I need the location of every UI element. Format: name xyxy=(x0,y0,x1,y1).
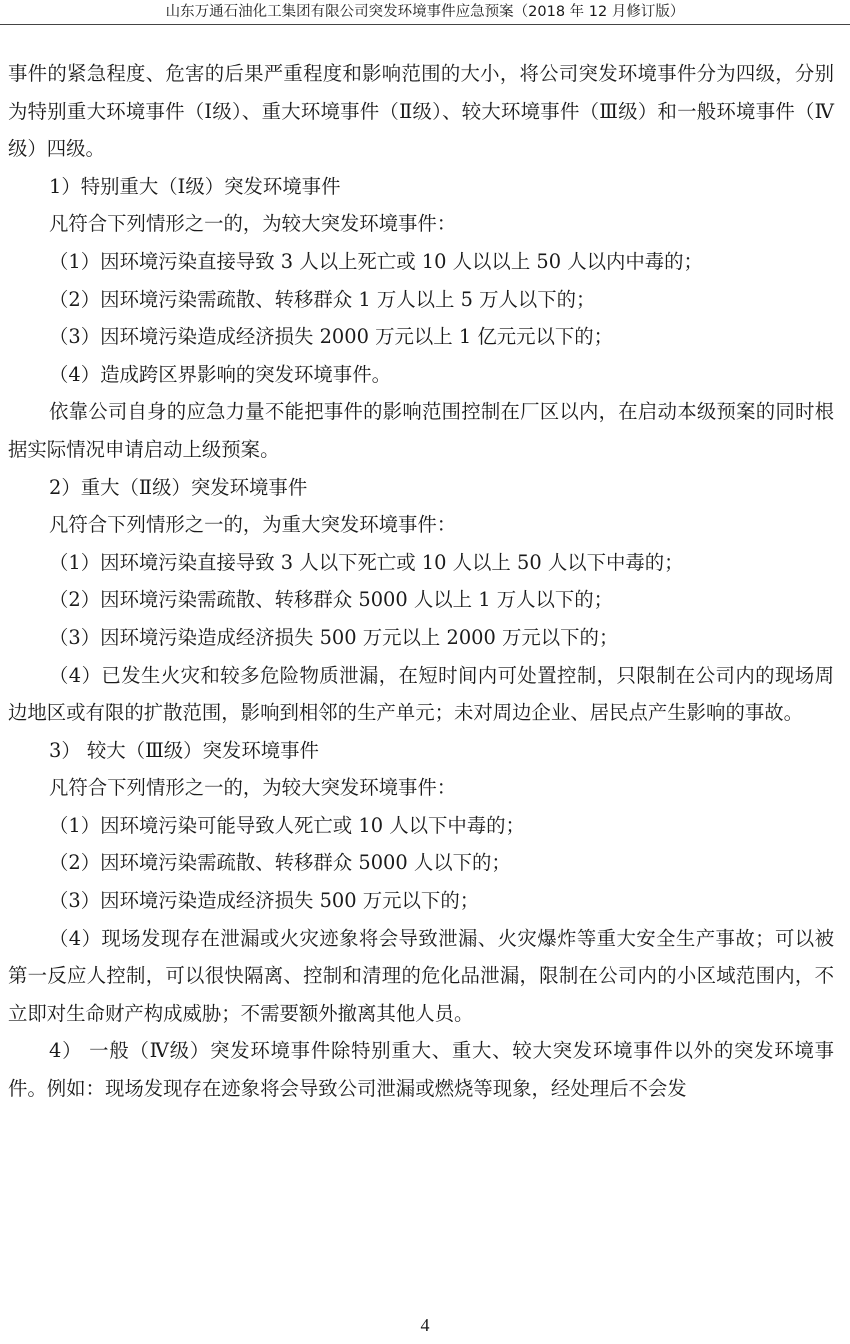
page-number: 4 xyxy=(420,1315,430,1335)
paragraph-level-1-criteria-intro: 凡符合下列情形之一的，为较大突发环境事件： xyxy=(49,212,457,236)
heading-level-2-event: 2）重大（Ⅱ级）突发环境事件 xyxy=(49,475,308,499)
heading-level-3-event: 3） 较大（Ⅲ级）突发环境事件 xyxy=(49,738,319,762)
document-body xyxy=(8,55,834,1108)
header-divider xyxy=(0,24,850,25)
list-item-level-2-item-1: （1）因环境污染直接导致 3 人以下死亡或 10 人以上 50 人以下中毒的； xyxy=(49,550,684,574)
paragraph-level-1-response: 依靠公司自身的应急力量不能把事件的影响范围控制在厂区以内，在启动本级预案的同时根据实际情况申请启动上级预案。 xyxy=(8,400,834,461)
list-item-level-1-item-4: （4）造成跨区界影响的突发环境事件。 xyxy=(49,362,391,386)
list-item-level-2-item-4: （4）已发生火灾和较多危险物质泄漏，在短时间内可处置控制，只限制在公司内的现场周边地区或有限的扩散范围，影响到相邻的生产单元；未对周边企业、居民点产生影响的事故。 xyxy=(8,663,834,725)
heading-level-1-event: 1）特别重大（Ⅰ级）突发环境事件 xyxy=(49,174,341,198)
paragraph-classification-intro: 事件的紧急程度、危害的后果严重程度和影响范围的大小，将公司突发环境事件分为四级，分别为特别重大环境事件（Ⅰ级）、重大环境事件（Ⅱ级）、较大环境事件（Ⅲ级）和一般环境事件（Ⅳ级）四级。 xyxy=(8,62,834,161)
list-item-level-1-item-1: （1）因环境污染直接导致 3 人以上死亡或 10 人以以上 50 人以内中毒的； xyxy=(49,249,703,273)
paragraph-level-3-criteria-intro: 凡符合下列情形之一的，为较大突发环境事件： xyxy=(49,776,457,800)
list-item-level-3-item-2: （2）因环境污染需疏散、转移群众 5000 人以下的； xyxy=(49,851,511,875)
paragraph-level-4-event: 4） 一般（Ⅳ级）突发环境事件除特别重大、重大、较大突发环境事件以外的突发环境事件。例如：现场发现存在迹象将会导致公司泄漏或燃烧等现象，经处理后不会发 xyxy=(8,1039,834,1101)
list-item-level-1-item-3: （3）因环境污染造成经济损失 2000 万元以上 1 亿元元以下的； xyxy=(49,325,614,349)
list-item-level-1-item-2: （2）因环境污染需疏散、转移群众 1 万人以上 5 万人以下的； xyxy=(49,287,596,311)
paragraph-level-2-criteria-intro: 凡符合下列情形之一的，为重大突发环境事件： xyxy=(49,513,457,537)
list-item-level-3-item-3: （3）因环境污染造成经济损失 500 万元以下的； xyxy=(49,889,480,913)
list-item-level-2-item-3: （3）因环境污染造成经济损失 500 万元以上 2000 万元以下的； xyxy=(49,625,619,649)
list-item-level-3-item-1: （1）因环境污染可能导致人死亡或 10 人以下中毒的； xyxy=(49,813,525,837)
page-header-title: 山东万通石油化工集团有限公司突发环境事件应急预案（2018 年 12 月修订版） xyxy=(165,4,685,20)
list-item-level-2-item-2: （2）因环境污染需疏散、转移群众 5000 人以上 1 万人以下的； xyxy=(49,588,614,612)
list-item-level-3-item-4: （4）现场发现存在泄漏或火灾迹象将会导致泄漏、火灾爆炸等重大安全生产事故；可以被第一反应人控制，可以很快隔离、控制和清理的危化品泄漏，限制在公司内的小区域范围内，不立即对生命财产构成威胁；不需要额外撤离其他人员。 xyxy=(8,926,834,1025)
